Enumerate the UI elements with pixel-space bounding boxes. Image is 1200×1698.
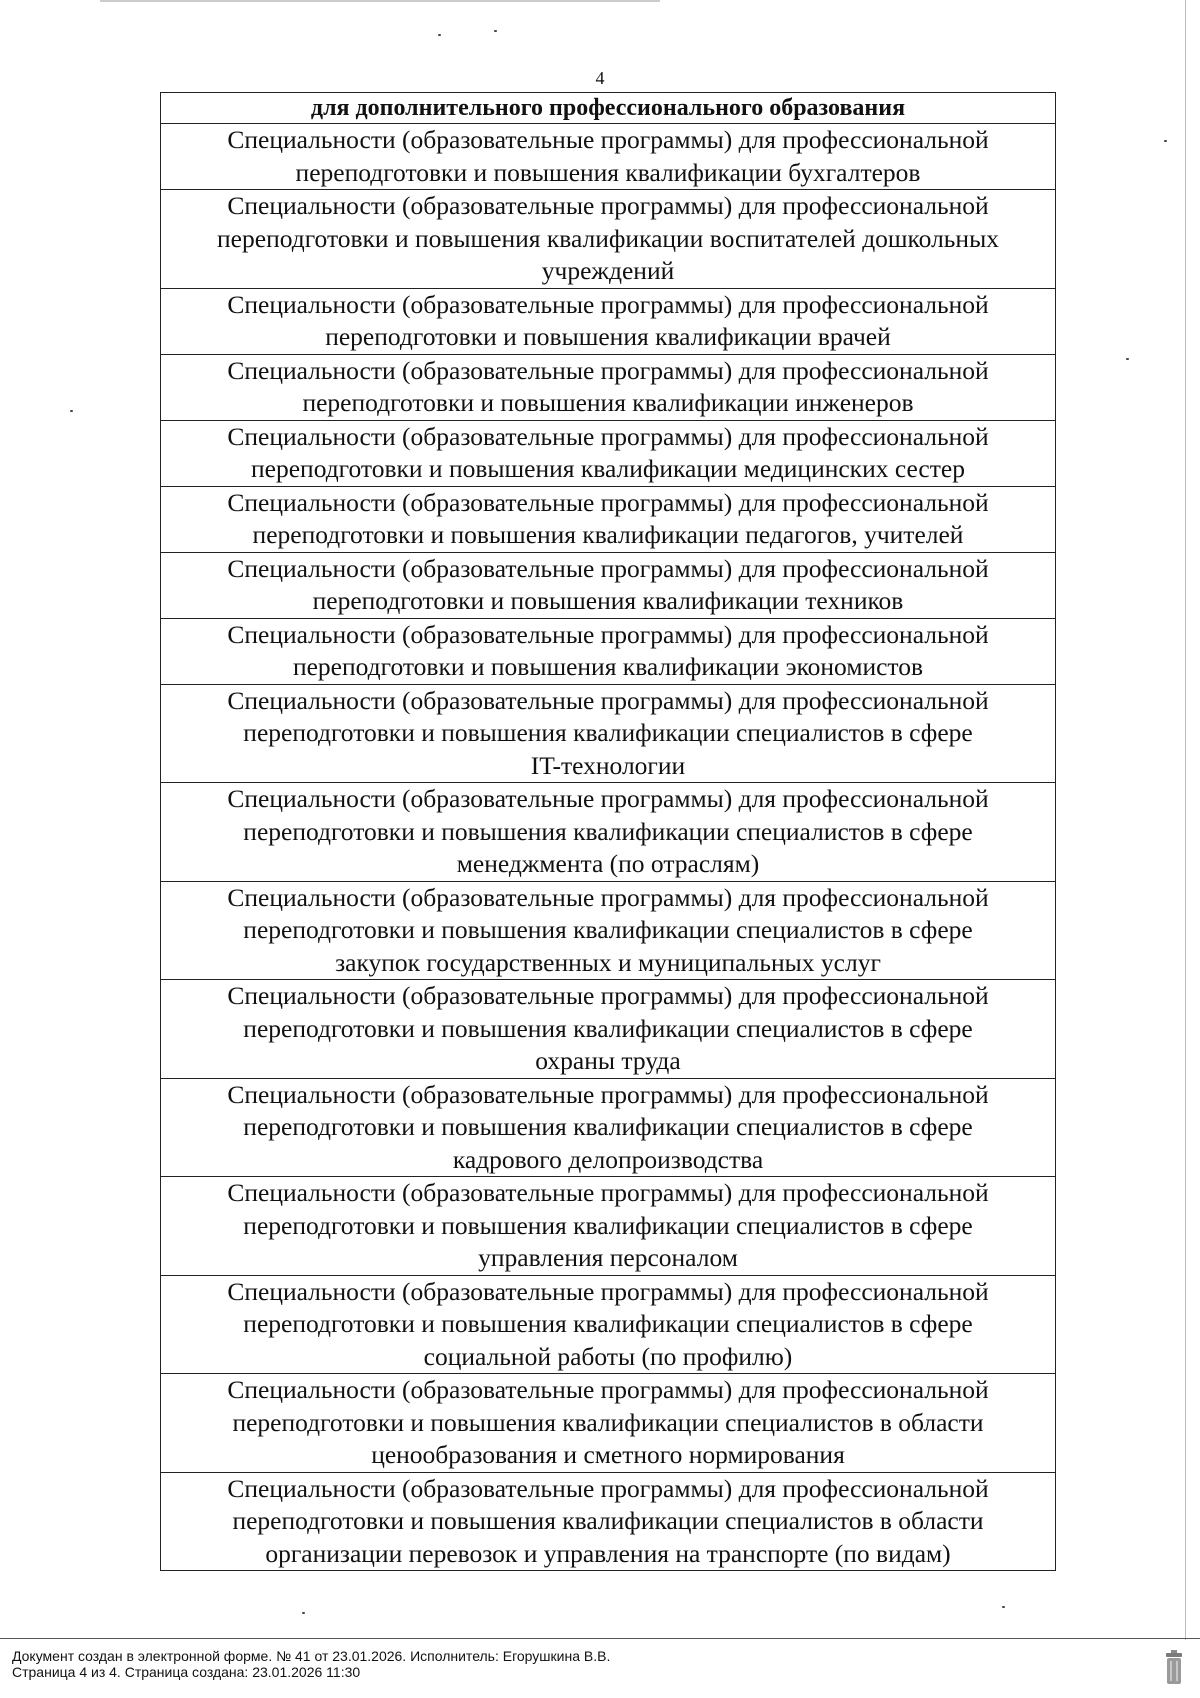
cell-line: переподготовки и повышения квалификации специалистов в сфере [243,915,973,944]
table-row [161,420,1056,486]
scan-right-edge [1185,0,1186,1640]
cell-line: Специальности (образовательные программы) для профессиональной [227,1178,989,1207]
cell-line: ценообразования и сметного нормирования [371,1440,845,1469]
table-cell [161,1472,1056,1571]
cell-line: Специальности (образовательные программы) для профессиональной [227,553,989,583]
table-cell [161,783,1056,882]
table-row [161,618,1056,684]
cell-line: менеджмента (по отраслям) [456,849,760,878]
cell-line: Специальности (образовательные программы) для профессиональной [227,1079,989,1109]
table-row [161,1472,1056,1571]
table-row [161,684,1056,783]
scan-speck [1002,1606,1005,1608]
document-footer [12,1648,610,1680]
cell-line: Специальности (образовательные программы) для профессиональной [227,289,989,319]
trash-bin-icon [1164,1648,1184,1688]
table-cell [161,552,1056,618]
cell-line: Специальности (образовательные программы) для профессиональной [227,421,989,451]
cell-line: переподготовки и повышения квалификации специалистов в области [232,1506,984,1535]
table-row [161,1374,1056,1473]
cell-line: Специальности (образовательные программы) для профессиональной [227,487,989,517]
cell-line: переподготовки и повышения квалификации врачей [325,322,891,351]
table-cell [161,486,1056,552]
scan-speck [1126,358,1129,360]
table-header-row [161,93,1056,124]
table-row [161,486,1056,552]
table-cell [161,420,1056,486]
footer-line-2: Страница 4 из 4. Страница создана: 23.01.2026 11:30 [12,1664,361,1680]
cell-line: переподготовки и повышения квалификации специалистов в сфере [243,1013,973,1043]
table-cell [161,190,1056,289]
table-row [161,1177,1056,1276]
cell-line: кадрового делопроизводства [452,1144,764,1174]
scan-speck [494,30,497,32]
table-cell [161,618,1056,684]
cell-line: организации перевозок и управления на транспорте (по видам) [265,1538,951,1568]
cell-line: переподготовки и повышения квалификации медицинских сестер [251,454,965,483]
cell-line: Специальности (образовательные программы) для профессиональной [227,619,989,649]
table-row [161,552,1056,618]
table-cell [161,881,1056,980]
table-row [161,783,1056,882]
cell-line: переподготовки и повышения квалификации специалистов в сфере [243,1309,973,1338]
cell-line: Специальности (образовательные программы) для профессиональной [227,125,989,154]
scan-speck [70,410,73,412]
cell-line: переподготовки и повышения квалификации специалистов в области [232,1407,984,1437]
cell-line: Специальности (образовательные программы) для профессиональной [227,685,989,715]
cell-line: Специальности (образовательные программы) для профессиональной [227,1375,989,1404]
cell-line: переподготовки и повышения квалификации педагогов, учителей [252,520,964,549]
table-row [161,354,1056,420]
cell-line: IT-технологии [530,750,686,780]
table-cell [161,1374,1056,1473]
table-row [161,1078,1056,1177]
table-row [161,1275,1056,1374]
table-cell [161,980,1056,1079]
table-row [161,124,1056,190]
cell-line: Специальности (образовательные программы) для профессиональной [227,1473,989,1503]
cell-line: закупок государственных и муниципальных услуг [335,947,881,977]
table-row [161,881,1056,980]
page-number: 4 [595,68,605,88]
cell-line: Специальности (образовательные программы) для профессиональной [227,1276,989,1306]
footer-divider [0,1638,1200,1639]
cell-line: Специальности (образовательные программы) для профессиональной [227,981,989,1010]
cell-line: Специальности (образовательные программы) для профессиональной [227,784,989,813]
cell-line: переподготовки и повышения квалификации специалистов в сфере [243,816,973,846]
scan-speck [438,34,441,36]
table-cell [161,354,1056,420]
cell-line: переподготовки и повышения квалификации специалистов в сфере [243,718,973,747]
cell-line: переподготовки и повышения квалификации бухгалтеров [295,157,921,187]
cell-line: охраны труда [535,1046,681,1075]
scan-speck [1164,140,1167,142]
cell-line: Специальности (образовательные программы) для профессиональной [227,191,989,220]
scan-speck [302,1612,305,1614]
table-cell [161,1275,1056,1374]
table-cell [161,1078,1056,1177]
footer-line-1: Документ создан в электронной форме. № 41 от 23.01.2026. Исполнитель: Егорушкина В.В. [12,1648,611,1664]
table-cell [161,124,1056,190]
cell-line: переподготовки и повышения квалификации инженеров [302,388,914,417]
cell-line: Специальности (образовательные программы) для профессиональной [227,355,989,385]
cell-line: учреждений [541,256,675,285]
scan-top-edge [100,0,660,2]
cell-line: переподготовки и повышения квалификации воспитателей дошкольных [217,223,999,253]
cell-line: переподготовки и повышения квалификации специалистов в сфере [243,1112,973,1141]
table-cell [161,1177,1056,1276]
table-row [161,288,1056,354]
table-cell [161,288,1056,354]
cell-line: управления персоналом [478,1243,738,1272]
cell-line: переподготовки и повышения квалификации техников [312,586,904,615]
cell-line: социальной работы (по профилю) [423,1341,793,1371]
table-cell [161,684,1056,783]
cell-line: Специальности (образовательные программы) для профессиональной [227,882,989,912]
cell-line: переподготовки и повышения квалификации экономистов [292,652,924,681]
cell-line: переподготовки и повышения квалификации специалистов в сфере [243,1210,973,1240]
specialties-table [160,92,1056,1571]
table-row [161,190,1056,289]
table-row [161,980,1056,1079]
table-header-cell: для дополнительного профессионального образования [161,93,1056,124]
